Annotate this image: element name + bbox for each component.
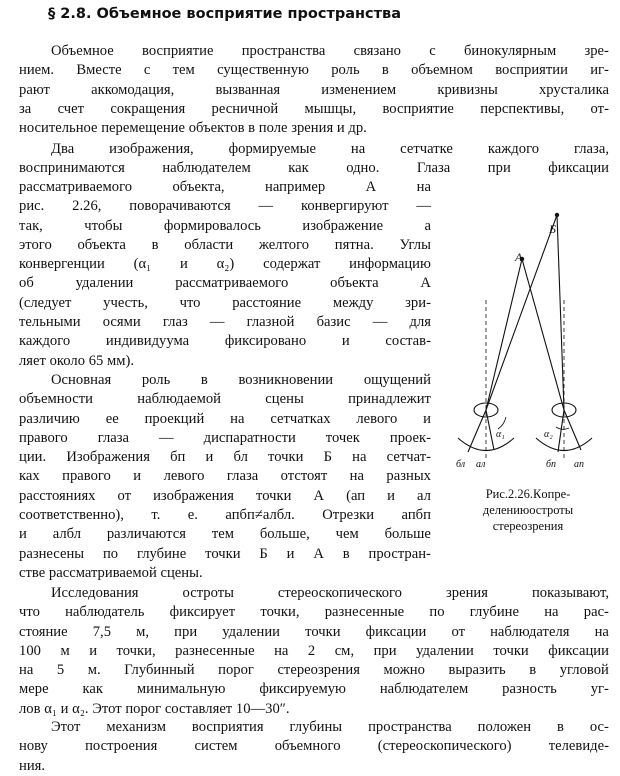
label-left-a: ал: [476, 459, 486, 470]
text-line: Основная роль в возникновении ощущений: [51, 372, 431, 388]
text-line: стояние 7,5 м, при удалении точки фиксации от наблюдателя на: [19, 623, 609, 640]
text-line: расстояниях от изображения точки А (ап и ал: [19, 487, 431, 504]
text-line: (следует учесть, что расстояние между зри-: [19, 294, 431, 311]
text-line: об удалении рассматриваемого объекта А: [19, 275, 431, 292]
ray-a-right-ext: [564, 410, 581, 450]
text-line: рис. 2.26, поворачиваются — конвергируют —: [19, 198, 431, 215]
text-line: каждого индивидуума фиксировано и состав-: [19, 333, 431, 350]
text-line: объемности наблюдаемой сцены принадлежит: [19, 391, 431, 408]
text-line: соответственно), т. е. апбп≠албл. Отрезки апбп: [19, 507, 431, 524]
text-line: и албл различаются тем больше, чем больше: [19, 526, 431, 543]
text-line: так, чтобы формировалось изображение а: [19, 217, 431, 234]
caption-line: Рис. 2.26. К опре-: [485, 487, 571, 501]
text-line: 100 м и точки, разнесенные на 2 см, при удалении точки фиксации: [19, 642, 609, 659]
text-line: тельными осями глаз — глазной базис — для: [19, 314, 431, 331]
paragraph-1: [19, 42, 609, 138]
text-line: рассматриваемого объекта, например А на: [19, 179, 431, 195]
ray-b-right: [557, 215, 564, 410]
text-line: ния.: [19, 757, 46, 774]
angle-arc-1: [498, 417, 506, 429]
figure-2-26-diagram: [436, 205, 614, 473]
label-b: Б: [549, 222, 557, 236]
text-line: стве рассматриваемой сцены.: [19, 564, 203, 581]
label-right-a: ап: [574, 459, 584, 470]
paragraph-2-continued: [19, 178, 431, 371]
ray-b-left: [486, 215, 557, 410]
label-right-b: бп: [546, 459, 557, 470]
label-alpha2: α₂: [544, 429, 553, 440]
text-line: разнесены по глубине точки Б и А в простран-: [19, 545, 431, 562]
paragraph-2: [19, 140, 609, 179]
text-line: Объемное восприятие пространства связано с бинокулярным зре-: [51, 43, 609, 59]
label-alpha1: α₁: [496, 429, 505, 440]
text-line: ции. Изображения бп и бл точки Б на сетчат-: [19, 449, 431, 466]
paragraph-4: [19, 584, 609, 719]
text-line: носительное перемещение объектов в поле зрения и др.: [19, 120, 367, 137]
text-line: конвергенции (α₁ и α₂) содержат информацию: [19, 256, 431, 273]
caption-line: делению остроты: [482, 503, 574, 517]
ray-a-left: [486, 259, 522, 410]
text-line: этого объекта в области желтого пятна. Углы: [19, 236, 431, 253]
text-line: нову построения систем объемного (стереоскопического) телевиде-: [19, 738, 609, 755]
text-line: лов α₁ и α₂. Этот порог составляет 10—30″.: [19, 700, 290, 717]
text-line: ляет около 65 мм).: [19, 352, 135, 369]
text-line: ках правого и левого глаза отстоят на разных: [19, 468, 431, 485]
section-title: § 2.8. Объемное восприятие пространства: [48, 6, 401, 22]
label-a: А: [515, 250, 523, 264]
text-line: Два изображения, формируемые на сетчатке каждого глаза,: [51, 141, 609, 157]
text-line: Этот механизм восприятия глубины пространства положен в ос-: [51, 719, 609, 735]
label-left-b: бл: [456, 459, 466, 470]
text-line: на 5 м. Глубинный порог стереозрения можно выразить в угловой: [19, 662, 609, 679]
text-line: нием. Вместе с тем существенную роль в объемном восприятии иг-: [19, 62, 609, 79]
text-line: что наблюдатель фиксирует точки, разнесенные по глубине на рас-: [19, 604, 609, 621]
angle-arc-2: [556, 427, 569, 429]
figure-caption: [442, 486, 614, 534]
text-line: мере как минимальную фиксируемую наблюдателем разность уг-: [19, 681, 609, 698]
point-b: [555, 213, 559, 217]
text-line: воспринимаются наблюдателем как одно. Глаза при фиксации: [19, 160, 609, 177]
paragraph-5: [19, 718, 609, 776]
text-line: правого глаза — диспаратности точек проек-: [19, 429, 431, 446]
text-line: за счет сокращения ресничной мышцы, восприятие перспективы, от-: [19, 100, 609, 117]
text-line: рают аккомодация, вызванная изменением кривизны хрусталика: [19, 81, 609, 98]
text-line: Исследования остроты стереоскопического зрения показывают,: [51, 585, 609, 601]
ray-a-right: [522, 259, 564, 410]
caption-line: стереозрения: [492, 519, 564, 533]
paragraph-3: [19, 371, 431, 583]
text-line: различию ее проекций на сетчатках левого и: [19, 410, 431, 427]
